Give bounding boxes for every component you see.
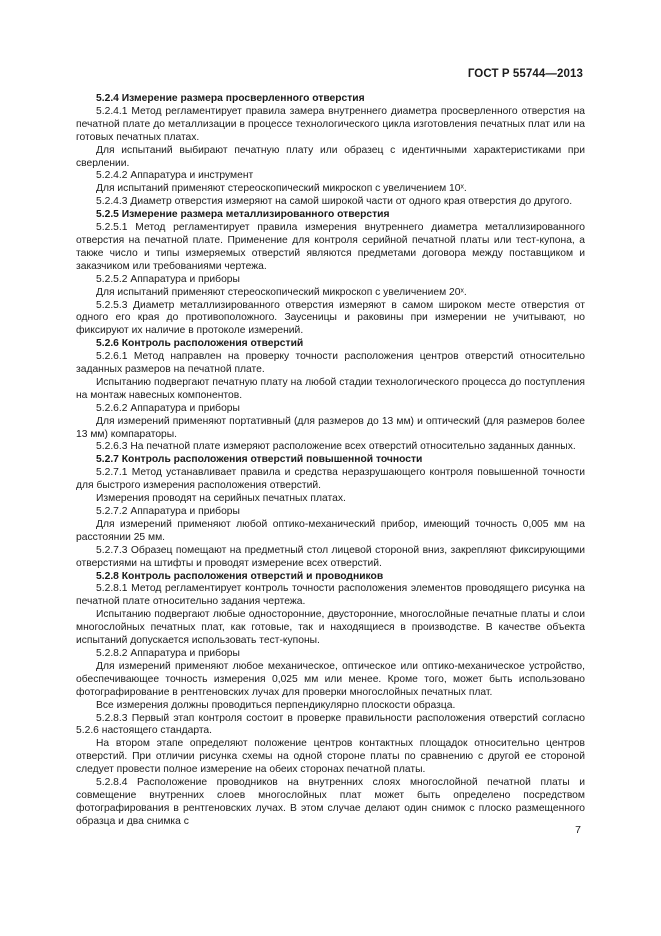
paragraph: 5.2.8.4 Расположение проводников на внутренних слоях многослойной печатной платы и совмещение внутренних слоев многослойных плат может быть определено посредством фотографирования в рентгеновских лучах. В этом случае делают один снимок с плоско размещенного образца и два снимка с [76, 777, 585, 827]
section-heading: 5.2.7 Контроль расположения отверстий повышенной точности [96, 454, 423, 466]
document-id-header: ГОСТ Р 55744—2013 [467, 68, 583, 80]
paragraph: 5.2.8.2 Аппаратура и приборы [96, 647, 240, 659]
paragraph: Для измерений применяют любое механическое, оптическое или оптико-механическое устройство, обеспечивающее точность измерения 0,025 мм или менее. Кроме того, может быть использовано фотографирование в рентгеновских лучах для проверки многослойных печатных плат. [76, 660, 585, 698]
paragraph: 5.2.5.3 Диаметр металлизированного отверстия измеряют в самом широком месте отверстия от одного его края до противоположного. Заусеницы и раковины при измерении не учитывают, но фиксируют их наличие в протоколе измерений. [76, 299, 585, 337]
paragraph: 5.2.4.2 Аппаратура и инструмент [96, 170, 254, 182]
paragraph: Измерения проводят на серийных печатных платах. [96, 493, 346, 505]
section-heading: 5.2.8 Контроль расположения отверстий и проводников [96, 570, 384, 582]
paragraph: 5.2.5.1 Метод регламентирует правила измерения внутреннего диаметра металлизированного отверстия на печатной плате. Применение для контроля серийной печатной платы или тест-купона, а также число и типы измеряемых отверстий являются предметами договора между поставщиком и заказчиком или требованиями чертежа. [76, 222, 585, 272]
paragraph: 5.2.7.2 Аппаратура и приборы [96, 506, 240, 517]
paragraph: Испытанию подвергают любые односторонние, двусторонние, многослойные печатные платы и слои многослойных печатных плат, как готовые, так и находящиеся в производстве. В качестве объекта испытаний допускается использовать тест-купоны. [76, 609, 585, 647]
paragraph: На втором этапе определяют положение центров контактных площадок относительно центров отверстий. При отличии рисунка схемы на одной стороне платы по сравнению с другой ее стороной следует провести полное измерение на обеих сторонах печатной платы. [76, 738, 585, 776]
page-number: 7 [575, 824, 581, 836]
section-heading: 5.2.6 Контроль расположения отверстий [96, 338, 304, 350]
paragraph: 5.2.4.3 Диаметр отверстия измеряют на самой широкой части от одного края отверстия до другого. [96, 196, 573, 208]
paragraph: 5.2.6.2 Аппаратура и приборы [96, 402, 240, 414]
paragraph: 5.2.5.2 Аппаратура и приборы [96, 273, 240, 285]
paragraph: Испытанию подвергают печатную плату на любой стадии технологического процесса до поступления на монтаж навесных компонентов. [76, 376, 585, 401]
paragraph: 5.2.7.3 Образец помещают на предметный стол лицевой стороной вниз, закрепляют фиксирующими отверстиями на штифты и проводят измерение всех отверстий. [76, 544, 585, 569]
paragraph: 5.2.8.3 Первый этап контроля состоит в проверке правильности расположения отверстий согласно 5.2.6 настоящего стандарта. [76, 712, 585, 737]
paragraph: Все измерения должны проводиться перпендикулярно плоскости образца. [96, 699, 456, 711]
paragraph: 5.2.6.3 На печатной плате измеряют расположение всех отверстий относительно заданных данных. [96, 441, 576, 453]
paragraph: 5.2.6.1 Метод направлен на проверку точности расположения центров отверстий относительно заданных размеров на печатной плате. [76, 351, 585, 376]
paragraph: 5.2.4.1 Метод регламентирует правила замера внутреннего диаметра просверленного отверстия на печатной плате до металлизации в процессе технологического цикла изготовления печатных плат или на готовых печатных платах. [76, 105, 585, 143]
paragraph: 5.2.7.1 Метод устанавливает правила и средства неразрушающего контроля повышенной точности для быстрого измерения расположения отверстий. [76, 467, 585, 492]
paragraph: 5.2.8.1 Метод регламентирует контроль точности расположения элементов проводящего рисунка на печатной плате относительно задания чертежа. [76, 583, 585, 608]
paragraph: Для испытаний применяют стереоскопический микроскоп с увеличением 20ˣ. [96, 286, 467, 298]
document-body [76, 93, 585, 829]
section-heading: 5.2.5 Измерение размера металлизированного отверстия [96, 209, 390, 221]
paragraph: Для испытаний выбирают печатную плату или образец с идентичными характеристиками при сверлении. [76, 144, 585, 169]
paragraph: Для измерений применяют любой оптико-механический прибор, имеющий точность 0,005 мм на расстоянии 25 мм. [76, 518, 585, 543]
paragraph: Для испытаний применяют стереоскопический микроскоп с увеличением 10ˣ. [96, 183, 467, 195]
section-heading: 5.2.4 Измерение размера просверленного отверстия [96, 93, 365, 104]
paragraph: Для измерений применяют портативный (для размеров до 13 мм) и оптический (для размеров более 13 мм) компараторы. [76, 415, 585, 440]
